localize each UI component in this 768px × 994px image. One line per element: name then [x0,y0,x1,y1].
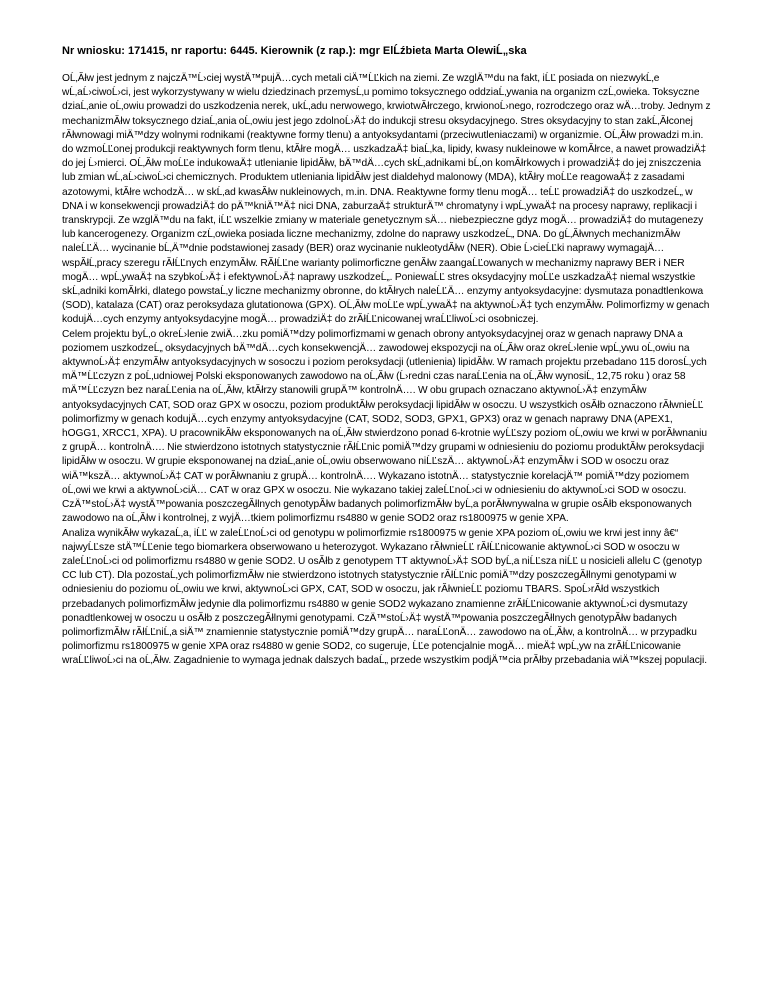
report-page [62,44,712,669]
paragraph-results: Analiza wynikĂłw wykazaĹ‚a, iĹĽ w zaleĹĽnoĹ›ci od genotypu w polimorfizmie rs1800975 w genie XPA poziom oĹ‚owiu we krwi jest inny â€“ najwyĹĽsze stÄ™ĹĽenie tego biomarkera obserwowano u heterozygot. Wykazano rĂłwnieĹĽ rĂłĹĽnicowanie aktywnoĹ›ci SOD w osoczu w zaleĹĽnoĹ›ci od polimorfizmu rs4880 w genie SOD2. U osĂłb z genotypem TT aktywnoĹ›Ä‡ SOD byĹ‚a niĹĽsza niĹĽ u nosicieli allelu C (genotyp CC lub CT). Dla pozostaĹ‚ych polimorfizmĂłw nie stwierdzono istotnych statystycznie rĂłĹĽnic pomiÄ™dzy poszczegĂłlnymi genotypami w odniesieniu do poziomu oĹ‚owiu we krwi, aktywnoĹ›ci GPX, CAT, SOD w osoczu, jak rĂłwnieĹĽ poziomu TBARS. SpoĹ›rĂłd wszystkich przebadanych polimorfizmĂłw jedynie dla polimorfizmu rs4880 w genie SOD2 wykazano znamienne zrĂłĹĽnicowanie aktywnoĹ›ci dysmutazy ponadtlenkowej w osoczu u osĂłb z poszczegĂłlnymi genotypami. CzÄ™stoĹ›Ä‡ wystÄ™powania poszczegĂłlnych genotypĂłw badanych polimorfizmĂłw rĂłĹĽniĹ‚a siÄ™ znamiennie statystycznie pomiÄ™dzy grupÄ… naraĹĽonÄ… zawodowo na oĹ‚Ăłw, a kontrolnÄ… w przypadku polimorfizmu rs1800975 w genie XPA oraz rs4880 w genie SOD2, co sugeruje, ĹĽe potencjalnie mogÄ… mieÄ‡ wpĹ‚yw na zrĂłĹĽnicowanie wraĹĽliwoĹ›ci na oĹ‚Ăłw. Zagadnienie to wymaga jednak dalszych badaĹ„ przede wszystkim podjÄ™cia prĂłby przebadania wiÄ™kszej populacji. [62,527,707,667]
paragraph-methods: Celem projektu byĹ‚o okreĹ›lenie zwiÄ…zku pomiÄ™dzy polimorfizmami w genach obrony antyoksydacyjnej oraz w genach naprawy DNA a poziomem uszkodzeĹ„ oksydacyjnych bÄ™dÄ…cych konsekwencjÄ… zawodowej ekspozycji na oĹ‚Ăłw oraz okreĹ›lenie wpĹ‚ywu oĹ‚owiu na aktywnoĹ›Ä‡ enzymĂłw antyoksydacyjnych w sosoczu i poziom peroksydacji (utlenienia) lipidĂłw. W ramach projektu przebadano 115 dorosĹ‚ych mÄ™ĹĽczyzn z poĹ‚udniowej Polski eksponowanych zawodowo na oĹ‚Ăłw (Ĺ›redni czas naraĹĽenia na oĹ‚Ăłw wynosiĹ‚ 12,75 roku ) oraz 58 mÄ™ĹĽczyzn bez naraĹĽenia na oĹ‚Ăłw, ktĂłrzy stanowili grupÄ™ kontrolnÄ…. W obu grupach oznaczano aktywnoĹ›Ä‡ enzymĂłw antyoksydacyjnych CAT, SOD oraz GPX w osoczu, poziom produktĂłw peroksydacji lipidĂłw w osoczu. U wszystkich osĂłb oznaczono rĂłwnieĹĽ polimorfizmy w genach kodujÄ…cych enzymy antyoksydacyjne (CAT, SOD2, SOD3, GPX1, GPX3) oraz w genach naprawy DNA (APEX1, hOGG1, XRCC1, XPA). U pracownikĂłw eksponowanych na oĹ‚Ăłw stwierdzono ponad 6-krotnie wyĹĽszy poziom oĹ‚owiu we krwi w porĂłwnaniu z grupÄ… kontrolnÄ…. Nie stwierdzono istotnych statystycznie rĂłĹĽnic pomiÄ™dzy grupami w odniesieniu do poziomu produktĂłw peroksydacji lipidĂłw w osoczu. W grupie eksponowanej na dziaĹ‚anie oĹ‚owiu obserwowano niĹĽszÄ… aktywnoĹ›Ä‡ enzymĂłw i SOD w osoczu oraz wiÄ™kszÄ… aktywnoĹ›Ä‡ CAT w porĂłwnaniu z grupÄ… kontrolnÄ…. Wykazano istotnÄ… statystycznie korelacjÄ™ pomiÄ™dzy poziomem oĹ‚owi we krwi a aktywnoĹ›ciÄ… CAT w oraz GPX w osoczu. Nie wykazano takiej zaleĹĽnoĹ›ci w odniesieniu do aktywnoĹ›ci SOD w osoczu. CzÄ™stoĹ›Ä‡ wystÄ™powania poszczegĂłlnych genotypĂłw badanych polimorfizmĂłw byĹ‚a porĂłwnywalna w grupie osĂłb eksponowanych zawodowo na oĹ‚Ăłw i kontrolnej, z wyjÄ…tkiem polimorfizmu rs4880 w genie SOD2 oraz rs1800975 w genie XPA. [62,328,707,525]
report-header: Nr wniosku: 171415, nr raportu: 6445. Kierownik (z rap.): mgr ElĹźbieta Marta OlewiĹ„ska [62,45,527,57]
paragraph-introduction: OĹ‚Ăłw jest jednym z najczÄ™Ĺ›ciej wystÄ™pujÄ…cych metali ciÄ™ĹĽkich na ziemi. Ze wzglÄ™du na fakt, iĹĽ posiada on niezwykĹ‚e wĹ‚aĹ›ciwoĹ›ci, jest wykorzystywany w wielu dziedzinach przemysĹ‚u pomimo toksycznego oddziaĹ‚ywania na organizm czĹ‚owieka. Toksyczne dziaĹ‚anie oĹ‚owiu prowadzi do uszkodzenia nerek, ukĹ‚adu nerwowego, krwiotwĂłrczego, krwionoĹ›nego, rozrodczego oraz wÄ…troby. Jednym z mechanizmĂłw toksycznego dziaĹ‚ania oĹ‚owiu jest jego zdolnoĹ›Ä‡ do indukcji stresu oksydacyjnego. Stres oksydacyjny to stan zakĹ‚Ăłconej rĂłwnowagi miÄ™dzy wolnymi rodnikami (reaktywne formy tlenu) a antyoksydantami (przeciwutleniaczami) w organizmie. OĹ‚Ăłw prowadzi m.in. do wzmoĹĽonej produkcji reaktywnych form tlenu, ktĂłre mogÄ… uszkadzaÄ‡ biaĹ‚ka, lipidy, kwasy nukleinowe w komĂłrce, a nawet prowadziÄ‡ do jej Ĺ›mierci. OĹ‚Ăłw moĹĽe indukowaÄ‡ utlenianie lipidĂłw, bÄ™dÄ…cych skĹ‚adnikami bĹ‚on komĂłrkowych i prowadziÄ‡ do jej zniszczenia lub zmian wĹ‚aĹ›ciwoĹ›ci chemicznych. Produktem utleniania lipidĂłw jest dialdehyd malonowy (MDA), ktĂłry moĹĽe reagowaÄ‡ z zasadami azotowymi, ktĂłre wchodzÄ… w skĹ‚ad kwasĂłw nukleinowych, m.in. DNA. Reaktywne formy tlenu mogÄ… teĹĽ prowadziÄ‡ do uszkodzeĹ„ w DNA i w konsekwencji prowadziÄ‡ do pÄ™kniÄ™Ä‡ nici DNA, zaburzaÄ‡ strukturÄ™ chromatyny i wpĹ‚ywaÄ‡ na procesy naprawy, replikacji i transkrypcji. Ze wzglÄ™du na fakt, iĹĽ wszelkie zmiany w materiale genetycznym sÄ… niebezpieczne gdyz mogÄ… prowadziÄ‡ do mutagenezy lub kancerogenezy. Organizm czĹ‚owieka posiada liczne mechanizmy, zdolne do naprawy uszkodzeĹ„ DNA. Do gĹ‚Ăłwnych mechanizmĂłw naleĹĽÄ… wycinanie bĹ‚Ä™dnie podstawionej zasady (BER) oraz wycinanie nukleotydĂłw (NER). Obie Ĺ›cieĹĽki naprawy wymagajÄ… wspĂłĹ‚pracy szeregu rĂłĹĽnych enzymĂłw. RĂłĹĽne warianty polimorficzne genĂłw zaangaĹĽowanych w mechanizmy naprawy BER i NER mogÄ… wpĹ‚ywaÄ‡ na szybkoĹ›Ä‡ i efektywnoĹ›Ä‡ naprawy uszkodzeĹ„. PoniewaĹĽ stres oksydacyjny moĹĽe uszkadzaÄ‡ niemal wszystkie skĹ‚adniki komĂłrki, dlatego powstaĹ‚y liczne mechanizmy obronne, do ktĂłrych naleĹĽÄ… enzymy antyoksydacyjne: dysmutaza ponadtlenkowa (SOD), katalaza (CAT) oraz peroksydaza glutationowa (GPX). OĹ‚Ăłw moĹĽe wpĹ‚ywaÄ‡ na aktywnoĹ›Ä‡ tych enzymĂłw. Polimorfizmy w genach kodujÄ…cych enzymy antyoksydacyjne mogÄ… prowadziÄ‡ do zrĂłĹĽnicowanej wraĹĽliwoĹ›ci osobniczej. [62,73,711,326]
